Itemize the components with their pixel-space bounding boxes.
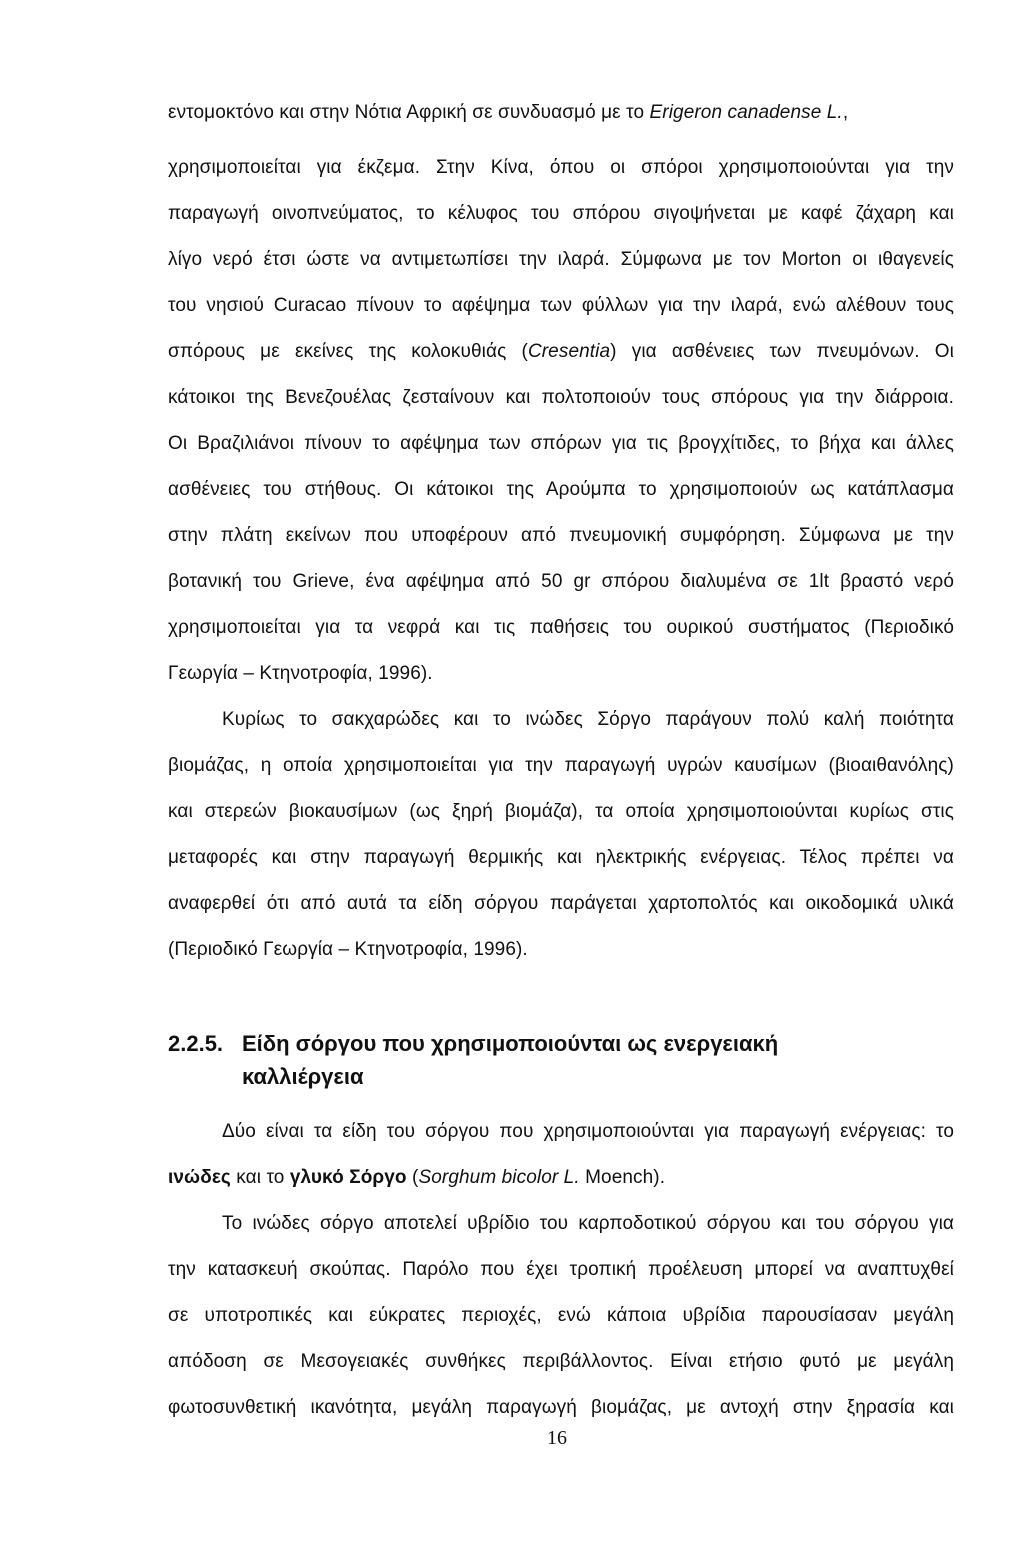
paragraph-1-line-12: χρησιμοποιείται για τα νεφρά και τις παθήσεις του ουρικού συστήματος (Περιοδικό <box>168 617 954 638</box>
paragraph-2-line-1: Κυρίως το σακχαρώδες και το ινώδες Σόργο παράγουν πολύ καλή ποιότητα <box>222 709 954 730</box>
section-number: 2.2.5. <box>168 1031 224 1056</box>
paragraph-2-line-3: και στερεών βιοκαυσίμων (ως ξηρή βιομάζα), τα οποία χρησιμοποιούνται κυρίως στις <box>168 801 954 822</box>
text-run: εντομοκτόνο και στην Νότια Αφρική σε συνδυασμό με το <box>168 102 650 123</box>
bold-term: ινώδες <box>168 1167 231 1188</box>
paragraph-1-line-6 <box>168 340 954 364</box>
paragraph-1-line-1 <box>168 101 954 125</box>
section-title-line-2: καλλιέργεια <box>242 1064 364 1089</box>
genus-name: Cresentia <box>527 341 611 362</box>
paragraph-3-line-2 <box>168 1166 954 1190</box>
page-number: 16 <box>547 1427 567 1449</box>
paragraph-4-line-1: Το ινώδες σόργο αποτελεί υβρίδιο του καρποδοτικού σόργου και του σόργου για <box>222 1213 954 1234</box>
paragraph-1-line-3: παραγωγή οινοπνεύματος, το κέλυφος του σπόρου σιγοψήνεται με καφέ ζάχαρη και <box>168 203 954 224</box>
paragraph-1-line-11: βοτανική του Grieve, ένα αφέψημα από 50 gr σπόρου διαλυμένα σε 1lt βραστό νερό <box>168 571 954 592</box>
paragraph-3-line-1: Δύο είναι τα είδη του σόργου που χρησιμοποιούνται για παραγωγή ενέργειας: το <box>222 1121 954 1142</box>
section-title-line-1: Είδη σόργου που χρησιμοποιούνται ως ενεργειακή <box>242 1031 779 1056</box>
bold-term: γλυκό Σόργο <box>289 1167 407 1188</box>
paragraph-1-line-9: ασθένειες του στήθους. Οι κάτοικοι της Αρούμπα το χρησιμοποιούν ως κατάπλασμα <box>168 479 954 500</box>
paragraph-1-line-4: λίγο νερό έτσι ώστε να αντιμετωπίσει την ιλαρά. Σύμφωνα με τον Morton οι ιθαγενείς <box>168 249 954 270</box>
text-run: ) για ασθένειες των πνευμόνων. Οι <box>610 341 954 362</box>
paragraph-1-line-8: Οι Βραζιλιάνοι πίνουν το αφέψημα των σπόρων για τις βρογχίτιδες, το βήχα και άλλες <box>168 433 954 454</box>
paragraph-4-line-2: την κατασκευή σκούπας. Παρόλο που έχει τροπική προέλευση μπορεί να αναπτυχθεί <box>168 1259 954 1280</box>
paragraph-2-line-2: βιομάζας, η οποία χρησιμοποιείται για την παραγωγή υγρών καυσίμων (βιοαιθανόλης) <box>168 755 954 776</box>
paragraph-2-line-4: μεταφορές και στην παραγωγή θερμικής και ηλεκτρικής ενέργειας. Τέλος πρέπει να <box>168 847 954 868</box>
paragraph-1-line-7: κάτοικοι της Βενεζουέλας ζεσταίνουν και πολτοποιούν τους σπόρους για την διάρροια. <box>168 387 954 408</box>
text-run: Moench). <box>579 1167 666 1188</box>
paragraph-4-line-4: απόδοση σε Μεσογειακές συνθήκες περιβάλλοντος. Είναι ετήσιο φυτό με μεγάλη <box>168 1351 954 1372</box>
species-name: Sorghum bicolor L. <box>418 1167 580 1188</box>
paragraph-1-line-2: χρησιμοποιείται για έκζεμα. Στην Κίνα, όπου οι σπόροι χρησιμοποιούνται για την <box>168 157 954 178</box>
paragraph-1-line-10: στην πλάτη εκείνων που υποφέρουν από πνευμονική συμφόρηση. Σύμφωνα με την <box>168 525 954 546</box>
paragraph-1-line-13: Γεωργία – Κτηνοτροφία, 1996). <box>168 663 433 684</box>
text-run: σπόρους με εκείνες της κολοκυθιάς ( <box>168 341 528 362</box>
paragraph-2-line-5: αναφερθεί ότι από αυτά τα είδη σόργου παράγεται χαρτοπολτός και οικοδομικά υλικά <box>168 893 954 914</box>
paragraph-4-line-5: φωτοσυνθετική ικανότητα, μεγάλη παραγωγή βιομάζας, με αντοχή στην ξηρασία και <box>168 1397 954 1418</box>
paragraph-2-line-6: (Περιοδικό Γεωργία – Κτηνοτροφία, 1996). <box>168 939 528 960</box>
text-run: , <box>842 102 849 123</box>
paragraph-4-line-3: σε υποτροπικές και εύκρατες περιοχές, ενώ κάποια υβρίδια παρουσίασαν μεγάλη <box>168 1305 954 1326</box>
text-run: ( <box>406 1167 419 1188</box>
text-run: και το <box>230 1167 290 1188</box>
paragraph-1-line-5: του νησιού Curacao πίνουν το αφέψημα των φύλλων για την ιλαρά, ενώ αλέθουν τους <box>168 295 954 316</box>
species-name: Erigeron canadense L. <box>649 102 843 123</box>
